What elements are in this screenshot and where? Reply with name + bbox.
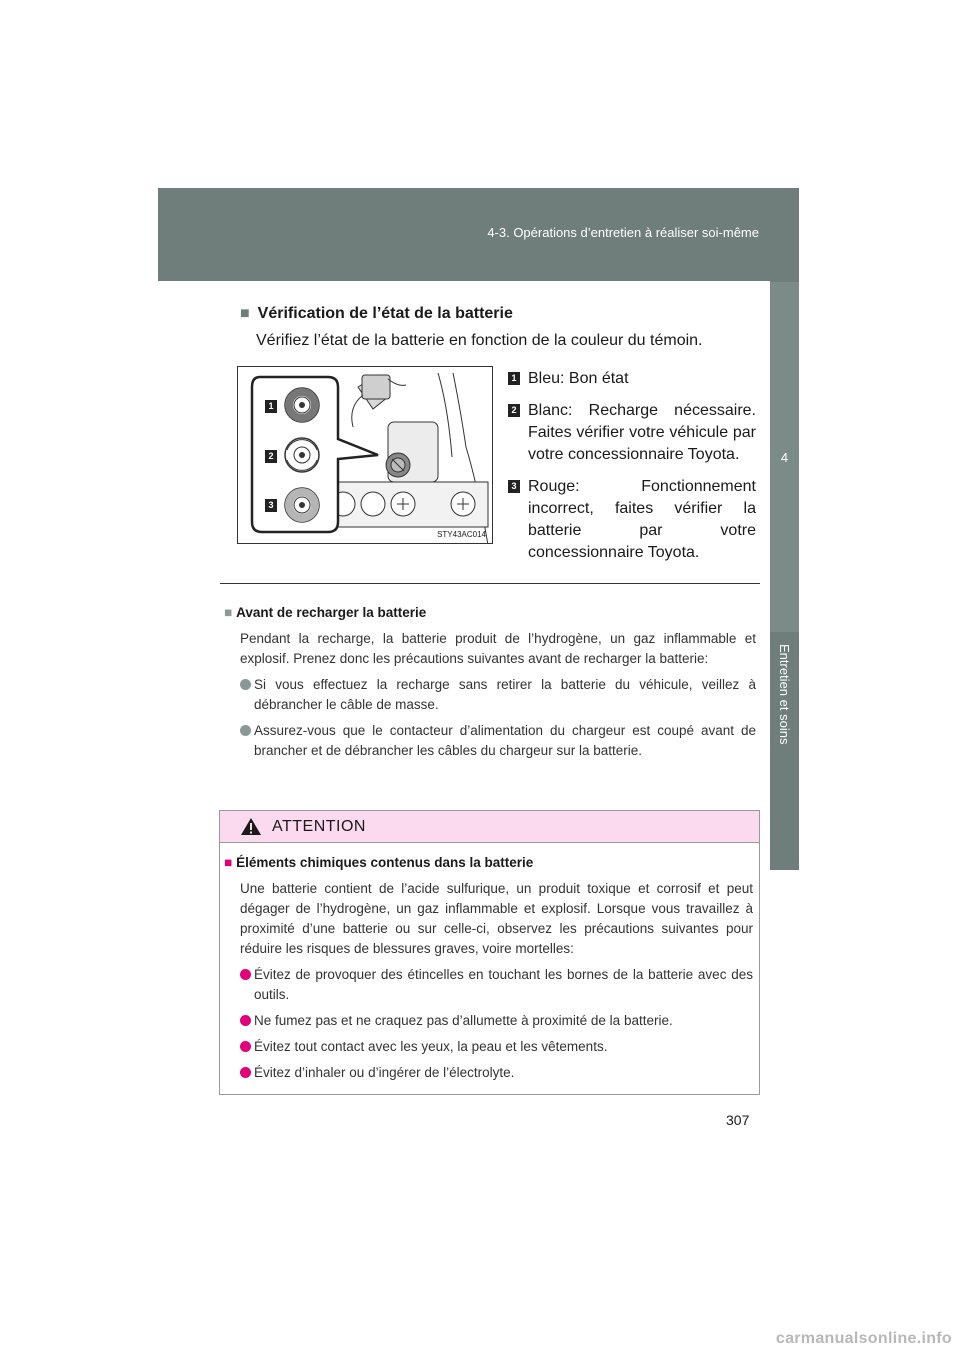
warning-header	[220, 811, 759, 843]
warning-bullet-text: Ne fumez pas et ne craquez pas d’allumette à proximité de la batterie.	[254, 1013, 673, 1028]
square-bullet-icon: ■	[240, 305, 250, 322]
warning-body	[220, 843, 759, 1083]
callout-3: 3	[265, 499, 277, 512]
legend-number: 2	[508, 404, 520, 417]
note-bullet-text: Si vous effectuez la recharge sans retirer la batterie du véhicule, veillez à débrancher le câble de masse.	[254, 677, 756, 712]
warning-triangle-icon	[240, 817, 262, 836]
warning-title-text: Éléments chimiques contenus dans la batterie	[236, 855, 534, 870]
legend-number: 3	[508, 480, 520, 493]
bullet-dot-icon	[240, 969, 251, 980]
indicator-blue	[285, 388, 319, 422]
page-number: 307	[726, 1112, 750, 1128]
warning-bullet-text: Évitez tout contact avec les yeux, la peau et les vêtements.	[254, 1039, 608, 1054]
square-bullet-icon: ■	[224, 855, 233, 870]
legend-number: 1	[508, 372, 520, 385]
warning-box	[219, 810, 760, 1095]
warning-label: ATTENTION	[272, 817, 366, 835]
indicator-red	[285, 488, 319, 522]
square-bullet-icon: ■	[224, 605, 233, 620]
indicator-legend	[508, 368, 756, 574]
bullet-dot-icon	[240, 1015, 251, 1026]
chapter-number: 4	[780, 449, 789, 465]
legend-text: Blanc: Recharge nécessaire. Faites vérifier votre véhicule par votre concessionnaire Toyota.	[528, 402, 756, 463]
bullet-dot-icon	[240, 679, 251, 690]
battery-indicator-figure	[237, 366, 493, 544]
note-bullet-text: Assurez-vous que le contacteur d’alimentation du chargeur est coupé avant de brancher et de débrancher les câbles du chargeur sur la batterie.	[254, 723, 756, 758]
warning-bullet-text: Évitez d’inhaler ou d’ingérer de l’électrolyte.	[254, 1065, 515, 1080]
note-paragraph: Pendant la recharge, la batterie produit de l’hydrogène, un gaz inflammable et explosif. Prenez donc les précautions suivantes avant de recharger la batterie:	[240, 631, 756, 666]
charging-note	[224, 603, 756, 767]
header-band	[158, 188, 799, 281]
warning-paragraph: Une batterie contient de l’acide sulfurique, un produit toxique et corrosif et peut dégager de l’hydrogène, un gaz inflammable et explosif. Lorsque vous travaillez à proximité d’une batterie ou sur celle-ci, observez les précautions suivantes pour réduire les risques de blessures graves, voire mortelles:	[240, 881, 753, 956]
watermark: carmanualsonline.info	[775, 1330, 952, 1347]
warning-title	[224, 853, 753, 873]
note-bullet	[224, 721, 756, 761]
chapter-label-box	[770, 636, 799, 866]
bullet-dot-icon	[240, 1067, 251, 1078]
section-heading	[240, 305, 513, 323]
section-heading-text: Vérification de l’état de la batterie	[257, 305, 513, 322]
warning-bullet	[224, 965, 753, 1005]
section-intro: Vérifiez l’état de la batterie en fonction de la couleur du témoin.	[256, 332, 703, 349]
chapter-label: Entretien et soins	[777, 644, 792, 745]
bullet-dot-icon	[240, 1041, 251, 1052]
chapter-section-title: 4-3. Opérations d’entretien à réaliser soi-même	[487, 225, 759, 240]
chapter-side-tab	[770, 281, 799, 870]
legend-item-white	[508, 400, 756, 466]
legend-text: Bleu: Bon état	[528, 370, 629, 387]
warning-bullet	[224, 1063, 753, 1083]
legend-item-blue	[508, 368, 756, 390]
note-title-text: Avant de recharger la batterie	[236, 605, 427, 620]
figure-code: STY43AC014	[437, 530, 486, 539]
chapter-number-box	[770, 282, 799, 632]
warning-bullet	[224, 1011, 753, 1031]
callout-1: 1	[265, 400, 277, 413]
warning-bullet	[224, 1037, 753, 1057]
bullet-dot-icon	[240, 725, 251, 736]
section-divider	[220, 583, 760, 584]
callout-2: 2	[265, 450, 277, 463]
warning-bullet-text: Évitez de provoquer des étincelles en touchant les bornes de la batterie avec des outils.	[254, 967, 753, 1002]
legend-text: Rouge: Fonctionnement incorrect, faites vérifier la batterie par votre concessionnaire Toyota.	[528, 478, 756, 561]
indicator-white	[285, 438, 319, 472]
note-title	[224, 603, 756, 623]
note-bullet	[224, 675, 756, 715]
legend-item-red	[508, 476, 756, 564]
